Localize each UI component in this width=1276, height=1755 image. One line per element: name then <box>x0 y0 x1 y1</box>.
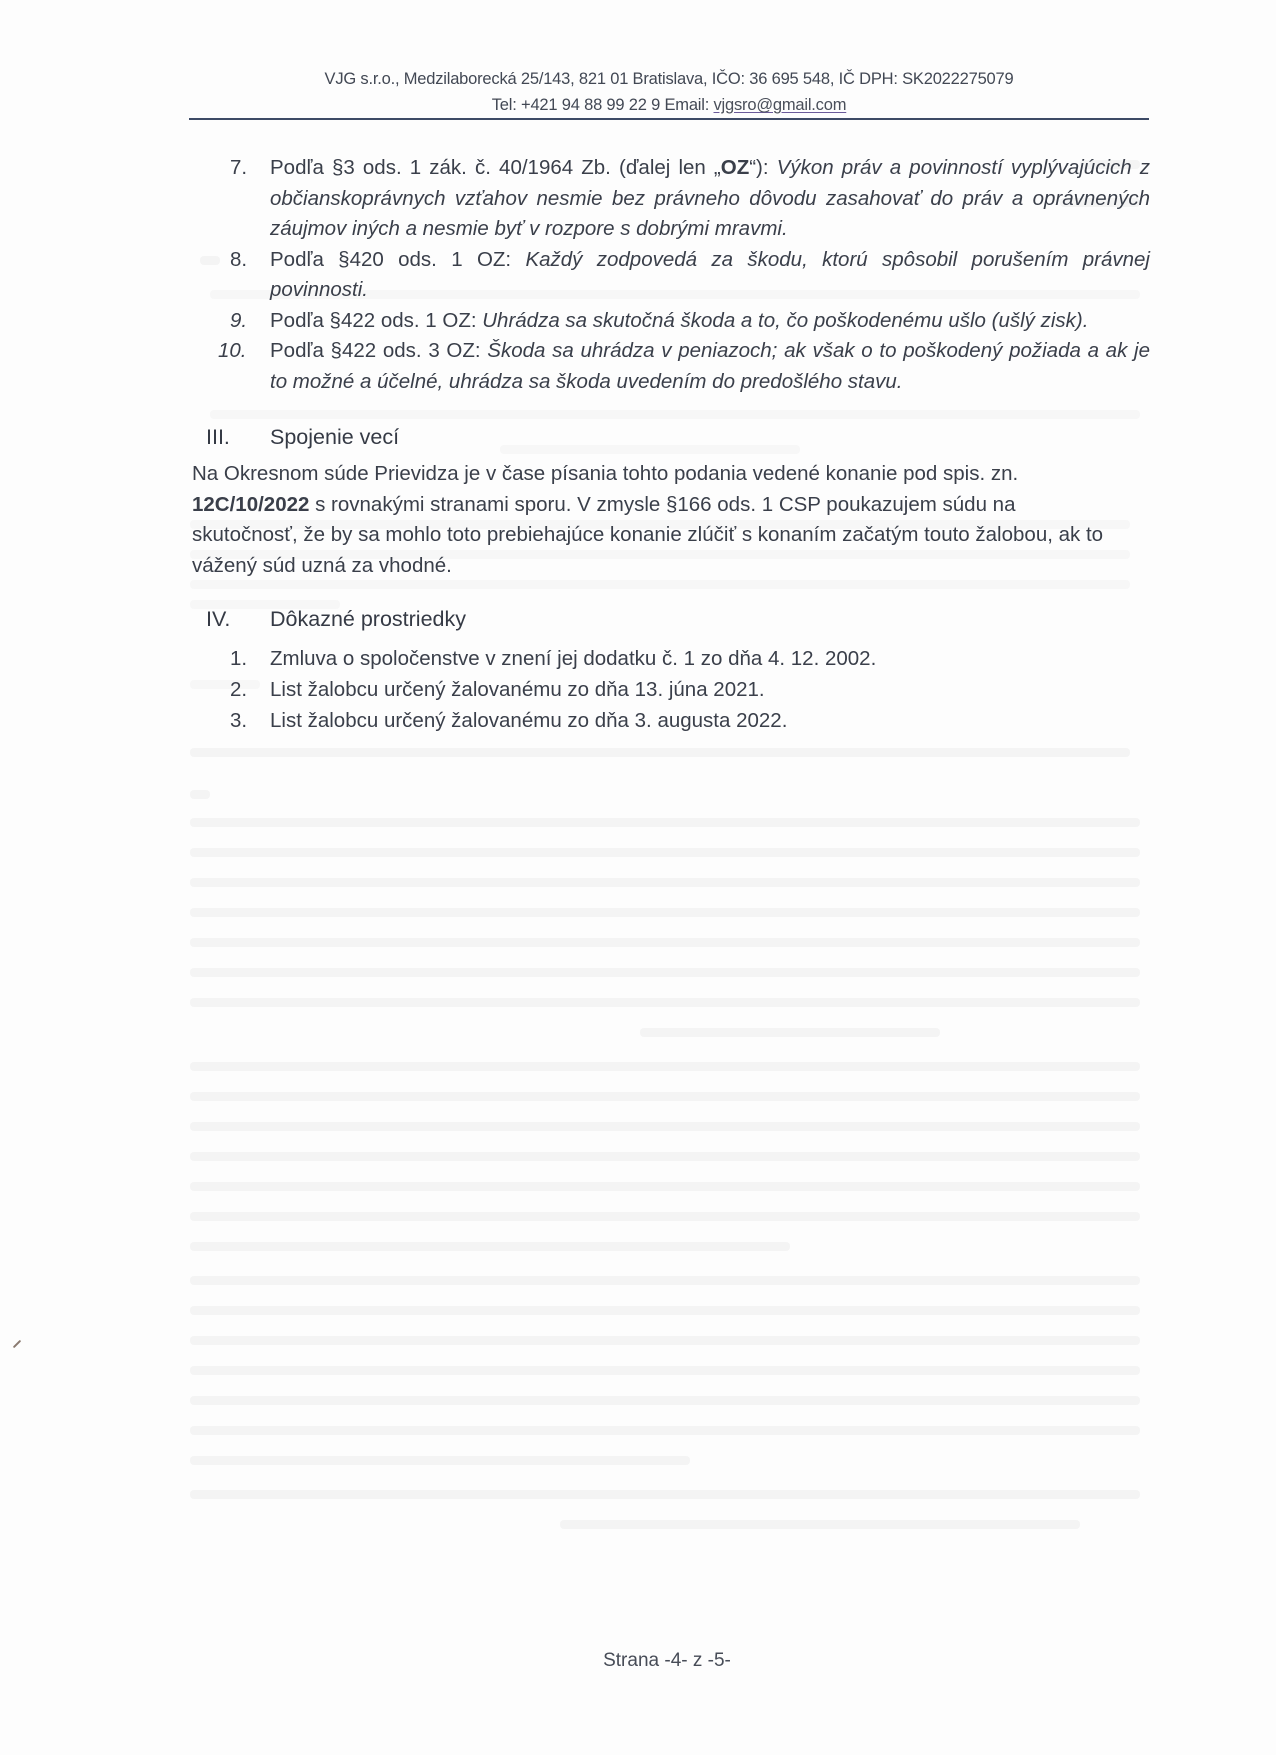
legal-item-7 <box>192 153 1150 245</box>
header-divider <box>189 118 1149 120</box>
evidence-item <box>192 674 1150 705</box>
section-title: Dôkazné prostriedky <box>270 607 466 631</box>
item-number: 9. <box>230 308 248 332</box>
item-number: 8. <box>230 247 248 271</box>
company-info: VJG s.r.o., Medzilaborecká 25/143, 821 01 Bratislava, IČO: 36 695 548, IČ DPH: SK2022275079 <box>324 70 1014 88</box>
law-quote: Výkon práv a povinností vyplývajúcich z občianskoprávnych vzťahov nesmie bez právneho dôvodu zasahovať do práv a oprávnených záujmov iných a nesmie byť v rozpore s dobrými mravmi. <box>270 156 1151 240</box>
section-heading-merging <box>192 421 1150 453</box>
item-number: 10. <box>218 339 247 362</box>
case-number: 12C/10/2022 <box>192 492 310 516</box>
stray-pen-mark <box>13 1340 21 1348</box>
merging-paragraph <box>192 459 1150 581</box>
paragraph-text: s rovnakými stranami sporu. V zmysle §166 ods. 1 CSP poukazujem súdu na skutočnosť, že by sa mohlo toto prebiehajúce konanie zlúčiť s konaním začatým touto žalobou, ak to vážený súd uzná za vhodné. <box>192 492 1104 577</box>
item-number: 2. <box>230 678 248 701</box>
section-number: IV. <box>206 607 231 631</box>
page-number: Strana -4- z -5- <box>603 1650 731 1671</box>
evidence-text: List žalobcu určený žalovanému zo dňa 13. júna 2021. <box>270 678 765 701</box>
document-body <box>192 153 1150 736</box>
item-number: 7. <box>230 156 248 179</box>
paragraph-text: Na Okresnom súde Prievidza je v čase písania tohto podania vedené konanie pod spis. zn. <box>192 462 1019 485</box>
evidence-text: Zmluva o spoločenstve v znení jej dodatku č. 1 zo dňa 4. 12. 2002. <box>270 647 877 670</box>
section-heading-evidence <box>192 603 1150 635</box>
legal-item-9 <box>192 306 1150 337</box>
law-quote: Uhrádza sa skutočná škoda a to, čo poškodenému ušlo (ušlý zisk). <box>482 308 1089 332</box>
evidence-list <box>192 643 1150 736</box>
law-quote: Škoda sa uhrádza v peniazoch; ak však o to poškodený požiada a ak je to možné a účelné, uhrádza sa škoda uvedením do predošlého stavu. <box>270 339 1150 393</box>
item-intro: Podľa §422 ods. 3 OZ: <box>270 339 488 362</box>
contact-info <box>189 92 1149 118</box>
item-intro-end: “): <box>749 156 777 179</box>
item-intro: Podľa §420 ods. 1 OZ: <box>270 247 526 271</box>
legal-item-10 <box>192 336 1150 397</box>
email-link[interactable]: vjgsro@gmail.com <box>713 96 847 114</box>
evidence-item <box>192 705 1150 736</box>
contact-prefix: Tel: +421 94 88 99 22 9 Email: <box>491 96 714 114</box>
item-intro: Podľa §3 ods. 1 zák. č. 40/1964 Zb. (ďalej len „ <box>270 156 721 179</box>
evidence-text: List žalobcu určený žalovanému zo dňa 3. augusta 2022. <box>270 709 788 732</box>
item-number: 3. <box>230 709 248 732</box>
item-intro: Podľa §422 ods. 1 OZ: <box>270 308 483 332</box>
evidence-item <box>192 643 1150 674</box>
item-number: 1. <box>230 647 248 670</box>
section-title: Spojenie vecí <box>270 425 400 449</box>
letterhead <box>189 66 1149 118</box>
abbreviation: OZ <box>720 156 750 179</box>
legal-item-8 <box>192 245 1150 306</box>
section-number: III. <box>206 425 230 449</box>
law-quote: Každý zodpovedá za škodu, ktorú spôsobil porušením právnej povinnosti. <box>270 247 1150 301</box>
